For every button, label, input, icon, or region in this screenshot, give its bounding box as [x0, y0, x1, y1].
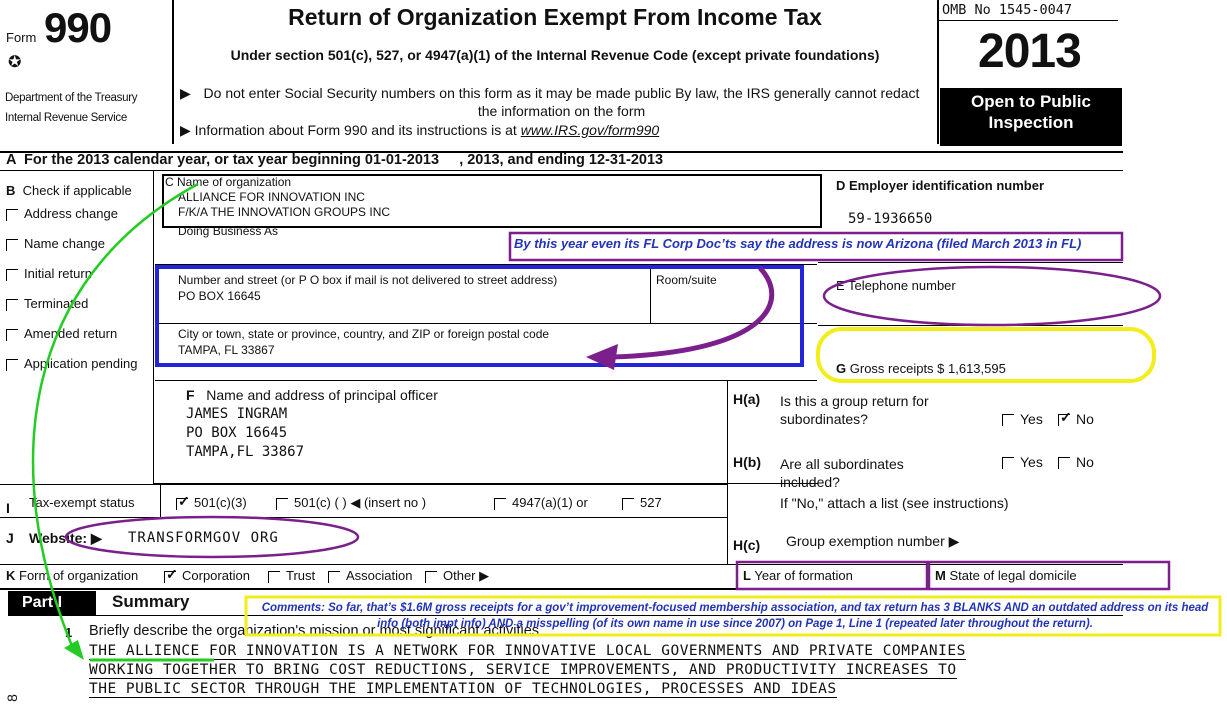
form-number: 990: [44, 4, 112, 51]
form-word: Form: [6, 30, 37, 45]
org-corporation[interactable]: ✓ Corporation: [164, 568, 250, 583]
year-formation-highlight: [737, 562, 927, 589]
tax-exempt-title: Tax-exempt status: [29, 495, 135, 510]
form-subtitle: Under section 501(c), 527, or 4947(a)(1) of the Internal Revenue Code (except private foundations): [230, 47, 880, 63]
comments-note: Comments: So far, that’s $1.6M gross receipts for a gov’t improvement-focused membership association, and tax return has 3 BLANKS AND an outdated address on its head info (both impt info) AND a misspelling (of its own name in use since 2007) on Page 1, Line 1 (repeated later throughout the return).: [261, 602, 1209, 630]
org-name-1: ALLIANCE FOR INNOVATION INC: [178, 190, 365, 204]
gross-receipts-highlight: [818, 329, 1154, 381]
line-a: A For the 2013 calendar year, or tax year beginning 01-01-2013 , 2013, and ending 12-31-2013: [6, 152, 664, 168]
misspelling-arrow-head: [64, 640, 84, 660]
hb-label: H(b): [733, 454, 761, 470]
city-label: City or town, state or province, country, and ZIP or foreign postal code: [178, 327, 550, 341]
dept-irs: Internal Revenue Service: [5, 112, 127, 124]
address-arrow: [612, 268, 772, 357]
ha-text: Is this a group return for subordinates?: [780, 393, 929, 427]
ha-yes[interactable]: Yes: [1002, 411, 1043, 427]
org-other[interactable]: Other ▶: [425, 568, 489, 584]
website-value[interactable]: TRANSFORMGOV ORG: [128, 530, 279, 546]
tax-year: 2013: [978, 25, 1081, 78]
status-527[interactable]: 527: [622, 495, 662, 510]
section-i-label: I: [6, 500, 10, 516]
check-application-pending[interactable]: Application pending: [6, 356, 137, 371]
officer-title: F Name and address of principal officer: [186, 387, 438, 403]
check-address-change[interactable]: Address change: [6, 206, 118, 221]
state-domicile: M State of legal domicile: [935, 568, 1077, 583]
hb-yes[interactable]: Yes: [1002, 454, 1043, 470]
misspelling-arrow: [33, 184, 198, 646]
notice-ssn: ▶ Do not enter Social Security numbers on this form as it may be made public By law, the IRS generally cannot redact the information on the form: [180, 85, 920, 119]
arizona-note: By this year even its FL Corp Doc’ts say the address is now Arizona (filed March 2013 in FL): [514, 236, 1082, 251]
ein-value: 59-1936650: [848, 211, 933, 227]
dba-label: Doing Business As: [178, 224, 279, 238]
phone-label: E Telephone number: [836, 278, 956, 293]
website-title: Website: ▶: [29, 530, 102, 546]
ein-label: D Employer identification number: [836, 178, 1045, 193]
notice-info: ▶ Information about Form 990 and its instructions is at www.IRS.gov/form990: [180, 122, 660, 138]
street-value: PO BOX 16645: [178, 289, 261, 303]
eagle-icon: ✪: [8, 54, 22, 71]
org-association[interactable]: Association: [328, 568, 412, 583]
status-501c3[interactable]: ✓ 501(c)(3): [176, 495, 247, 510]
officer-name: JAMES INGRAM: [186, 406, 288, 422]
officer-city: TAMPA,FL 33867: [186, 444, 305, 460]
mission-line-2: WORKING TOGETHER TO BRING COST REDUCTIONS, SERVICE IMPROVEMENTS, AND PRODUCTIVITY INCREASES TO: [89, 662, 957, 678]
org-trust[interactable]: Trust: [268, 568, 315, 583]
form-title: Return of Organization Exempt From Income Tax: [288, 4, 822, 30]
hc-label: H(c): [733, 537, 761, 553]
telephone-highlight: [824, 267, 1160, 325]
officer-address: PO BOX 16645: [186, 425, 288, 441]
org-name-label: C Name of organization: [165, 175, 292, 189]
hc-text: Group exemption number ▶: [786, 533, 960, 549]
check-terminated[interactable]: Terminated: [6, 296, 88, 311]
part1-title: Summary: [112, 592, 190, 611]
ha-label: H(a): [733, 391, 761, 407]
line1-prompt: Briefly describe the organization's mission or most significant activities: [89, 623, 540, 639]
public-inspection-box: Open to Public Inspection: [940, 88, 1122, 146]
mission-line-1: THE ALLIENCE FOR INNOVATION IS A NETWORK FOR INNOVATIVE LOCAL GOVERNMENTS AND PRIVATE COMPANIES: [89, 643, 966, 659]
irs-link[interactable]: www.IRS.gov/form990: [520, 122, 660, 138]
dept-treasury: Department of the Treasury: [5, 92, 138, 104]
check-initial-return[interactable]: Initial return: [6, 266, 92, 281]
status-4947[interactable]: 4947(a)(1) or: [494, 495, 588, 510]
gross-receipts: G Gross receipts $ 1,613,595: [836, 361, 1006, 376]
city-value: TAMPA, FL 33867: [178, 343, 275, 357]
street-label: Number and street (or P O box if mail is not delivered to street address): [178, 273, 558, 287]
part1-label: Part I: [8, 591, 96, 615]
ha-no[interactable]: ✓ No: [1058, 411, 1094, 427]
mission-line-3: THE PUBLIC SECTOR THROUGH THE IMPLEMENTATION OF TECHNOLOGIES, PROCESSES AND IDEAS: [89, 681, 837, 697]
room-suite-label: Room/suite: [656, 273, 717, 287]
state-domicile-highlight: [929, 562, 1169, 589]
hb-no[interactable]: No: [1058, 454, 1094, 470]
status-501c[interactable]: 501(c) ( ) ◀ (insert no ): [276, 495, 426, 511]
org-name-2: F/K/A THE INNOVATION GROUPS INC: [178, 205, 391, 219]
section-b-title: B Check if applicable: [6, 183, 132, 198]
section-j-label: J: [6, 530, 14, 546]
year-of-formation: L Year of formation: [743, 568, 853, 583]
form-of-org: K Form of organization: [6, 568, 139, 583]
address-highlight-box: [157, 267, 802, 365]
hb-note: If "No," attach a list (see instructions): [780, 495, 1009, 511]
check-amended-return[interactable]: Amended return: [6, 326, 117, 341]
omb-number: OMB No 1545-0047: [942, 2, 1073, 18]
line1-number: 1: [65, 625, 73, 640]
side-label: 8: [3, 694, 20, 702]
check-name-change[interactable]: Name change: [6, 236, 105, 251]
website-highlight: [66, 517, 358, 557]
hb-text: Are all subordinates included?: [780, 456, 904, 490]
